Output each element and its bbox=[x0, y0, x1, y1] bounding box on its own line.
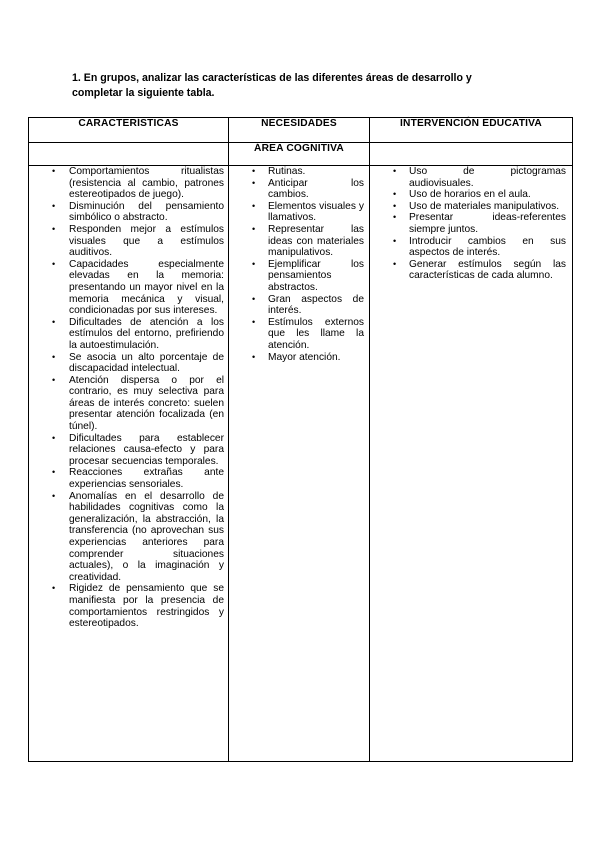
bullet-icon: • bbox=[52, 258, 56, 269]
caracteristicas-list bbox=[29, 166, 228, 630]
list-item bbox=[229, 166, 369, 178]
list-item bbox=[229, 294, 369, 317]
bullet-icon: • bbox=[52, 223, 56, 234]
bullet-icon: • bbox=[52, 490, 56, 501]
bullet-icon: • bbox=[52, 467, 56, 478]
bullet-icon: • bbox=[52, 166, 56, 176]
instruction-text: 1. En grupos, analizar las características de las diferentes áreas de desarrollo y completar la siguiente tabla. bbox=[72, 72, 472, 99]
list-item-text: Uso de horarios en el aula. bbox=[409, 189, 531, 201]
bullet-icon: • bbox=[252, 223, 256, 234]
list-item-text: Se asocia un alto porcentaje de discapacidad intelectual. bbox=[69, 351, 224, 375]
list-item bbox=[29, 375, 228, 433]
table-header-row bbox=[29, 118, 573, 143]
list-item bbox=[229, 317, 369, 352]
list-item bbox=[370, 189, 572, 201]
bullet-icon: • bbox=[52, 316, 56, 327]
list-item-text: Atención dispersa o por el contrario, es muy selectiva para áreas de interés concreto: suelen presentar atención focalizada (en túnel). bbox=[69, 374, 224, 433]
header-intervencion-educativa: INTERVENCIÓN EDUCATIVA bbox=[370, 118, 573, 143]
bullet-icon: • bbox=[393, 166, 397, 176]
bullet-icon: • bbox=[393, 235, 397, 246]
list-item-text: Presentar ideas-referentes siempre juntos. bbox=[409, 212, 566, 235]
list-item-text: Comportamientos ritualistas (resistencia al cambio, patrones estereotipados de juego). bbox=[69, 166, 224, 201]
header-caracteristicas: CARACTERÍSTICAS bbox=[29, 118, 229, 143]
list-item-text: Anomalías en el desarrollo de habilidades cognitivas como la generalización, la abstracción, la transferencia (no aprovechan sus experiencias anteriores para comprender situaciones actuales), o la imaginación y creatividad. bbox=[69, 490, 224, 583]
list-item bbox=[370, 259, 572, 282]
list-item-text: Anticipar los cambios. bbox=[268, 177, 364, 201]
bullet-icon: • bbox=[252, 258, 256, 269]
list-item-text: Ejemplificar los pensamientos abstractos. bbox=[268, 258, 364, 293]
area-cell-empty-left bbox=[29, 143, 229, 166]
caracteristicas-cell bbox=[29, 166, 229, 762]
intervencion-list bbox=[370, 166, 572, 282]
list-item-text: Uso de materiales manipulativos. bbox=[409, 200, 560, 212]
list-item bbox=[229, 259, 369, 294]
list-item-text: Mayor atención. bbox=[268, 351, 341, 363]
list-item-text: Estímulos externos que les llame la atención. bbox=[268, 316, 364, 351]
content-row bbox=[29, 166, 573, 762]
list-item bbox=[29, 201, 228, 224]
bullet-icon: • bbox=[252, 293, 256, 304]
area-cell-empty-right bbox=[370, 143, 573, 166]
bullet-icon: • bbox=[252, 200, 256, 211]
area-cognitiva-label: ÁREA COGNITIVA bbox=[229, 143, 370, 166]
list-item bbox=[29, 259, 228, 317]
list-item bbox=[229, 352, 369, 364]
bullet-icon: • bbox=[393, 189, 397, 200]
list-item-text: Disminución del pensamiento simbólico o abstracto. bbox=[69, 200, 224, 224]
list-item bbox=[29, 433, 228, 468]
list-item bbox=[29, 352, 228, 375]
area-row bbox=[29, 143, 573, 166]
header-necesidades: NECESIDADES bbox=[229, 118, 370, 143]
bullet-icon: • bbox=[52, 200, 56, 211]
list-item-text: Dificultades de atención a los estímulos del entorno, prefiriendo la autoestimulación. bbox=[69, 316, 224, 351]
list-item-text: Responden mejor a estímulos visuales que a estímulos auditivos. bbox=[69, 223, 224, 259]
bullet-icon: • bbox=[52, 432, 56, 443]
necesidades-list bbox=[229, 166, 369, 363]
bullet-icon: • bbox=[252, 316, 256, 327]
list-item bbox=[29, 317, 228, 352]
list-item bbox=[370, 236, 572, 259]
bullet-icon: • bbox=[52, 374, 56, 385]
list-item-text: Capacidades especialmente elevadas en la memoria: presentando un mayor nivel en la memoria mecánica y visual, condicionadas por sus intereses. bbox=[69, 258, 224, 317]
list-item bbox=[229, 201, 369, 224]
list-item bbox=[29, 467, 228, 490]
bullet-icon: • bbox=[393, 258, 397, 269]
bullet-icon: • bbox=[393, 200, 397, 211]
list-item bbox=[370, 212, 572, 235]
list-item bbox=[29, 491, 228, 584]
intervencion-cell bbox=[370, 166, 573, 762]
list-item-text: Gran aspectos de interés. bbox=[268, 293, 364, 317]
bullet-icon: • bbox=[52, 351, 56, 362]
bullet-icon: • bbox=[52, 583, 56, 594]
list-item bbox=[370, 201, 572, 213]
list-item-text: Generar estímulos según las características de cada alumno. bbox=[409, 258, 566, 282]
list-item-text: Introducir cambios en sus aspectos de interés. bbox=[409, 235, 566, 259]
bullet-icon: • bbox=[252, 351, 256, 362]
list-item bbox=[229, 224, 369, 259]
list-item-text: Reacciones extrañas ante experiencias sensoriales. bbox=[69, 467, 224, 491]
list-item bbox=[370, 166, 572, 189]
necesidades-cell bbox=[229, 166, 370, 762]
bullet-icon: • bbox=[252, 177, 256, 188]
list-item bbox=[29, 166, 228, 201]
list-item-text: Uso de pictogramas audiovisuales. bbox=[409, 166, 566, 189]
needs-table bbox=[28, 117, 573, 762]
bullet-icon: • bbox=[252, 166, 256, 176]
list-item-text: Elementos visuales y llamativos. bbox=[268, 200, 364, 224]
list-item bbox=[229, 178, 369, 201]
list-item-text: Rigidez de pensamiento que se manifiesta por la presencia de comportamientos restringidos y estereotipados. bbox=[69, 583, 224, 630]
list-item-text: Representar las ideas con materiales manipulativos. bbox=[268, 223, 364, 259]
list-item bbox=[29, 224, 228, 259]
list-item bbox=[29, 583, 228, 629]
bullet-icon: • bbox=[393, 212, 397, 223]
list-item-text: Dificultades para establecer relaciones causa-efecto y para procesar secuencias temporales. bbox=[69, 432, 224, 467]
list-item-text: Rutinas. bbox=[268, 166, 306, 177]
